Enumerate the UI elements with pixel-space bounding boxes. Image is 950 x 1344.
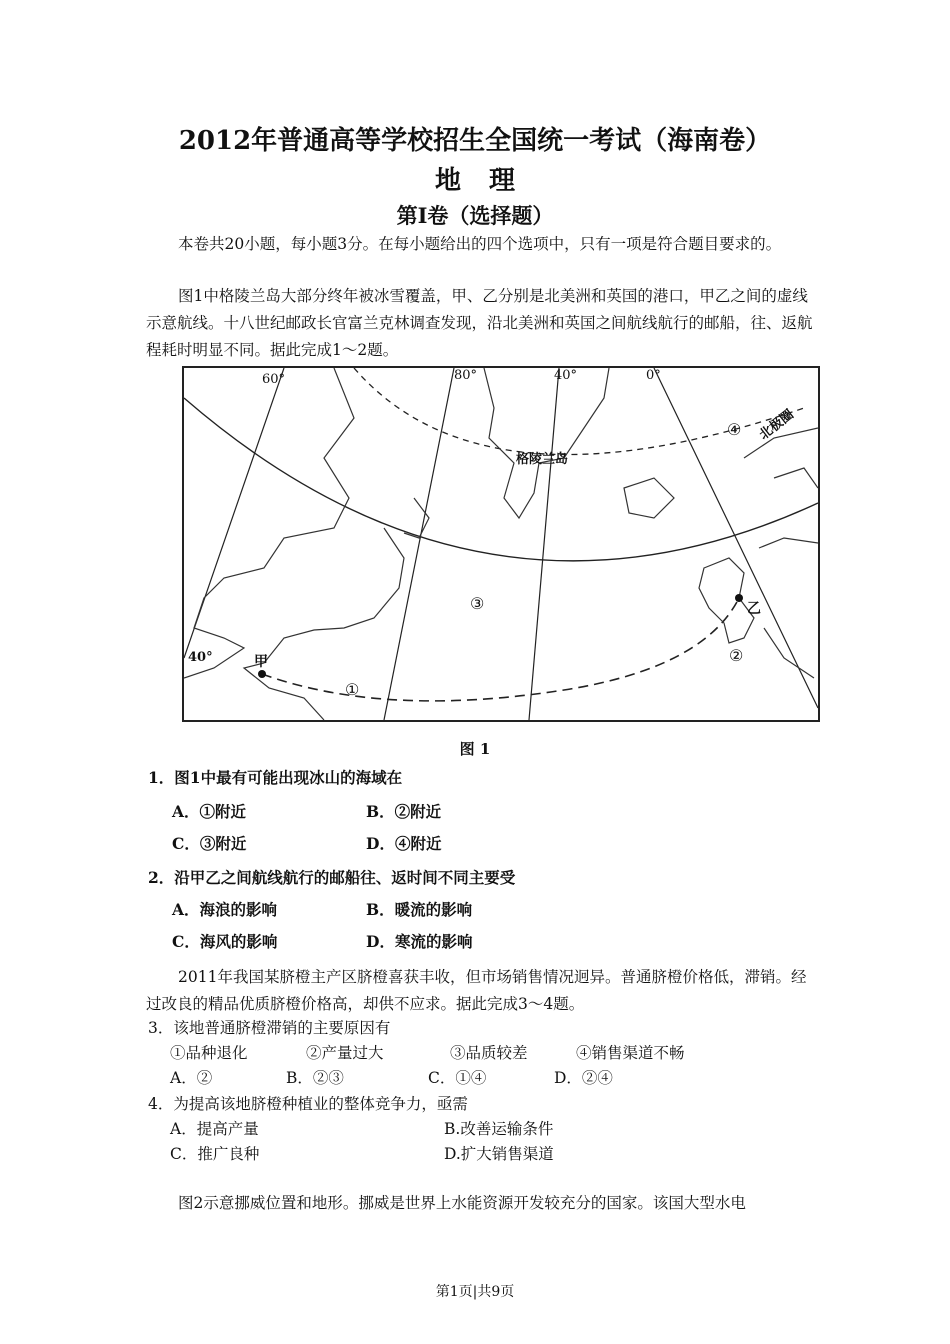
q3-option-d: D．②④	[554, 1069, 613, 1087]
figure1-map	[182, 366, 820, 722]
q3-choice-3: ③品质较差	[450, 1044, 528, 1062]
arctic-circle-label: 北极圈	[756, 407, 797, 443]
figure1-intro-paragraph: 图1中格陵兰岛大部分终年被冰雪覆盖，甲、乙分别是北美洲和英国的港口，甲乙之间的虚线示意航线。十八世纪邮政长官富兰克林调查发现，沿北美洲和英国之间航线航行的邮船，往、返航程耗时明显不同。据此完成1～2题。	[146, 287, 813, 359]
q1-option-a: A．①附近	[172, 802, 247, 821]
port-a-label: 甲	[254, 654, 268, 670]
lat40-label: 40°	[188, 650, 213, 665]
figure1-caption: 图 1	[459, 740, 491, 758]
q1-option-d: D．④附近	[366, 834, 442, 853]
q1-option-b: B．②附近	[366, 802, 442, 821]
q3-stem: 3．该地普通脐橙滞销的主要原因有	[148, 1019, 391, 1037]
marker-2: ②	[729, 646, 744, 665]
section-title: 第Ⅰ卷（选择题）	[396, 203, 554, 228]
q3-choice-1: ①品种退化	[170, 1044, 248, 1062]
greenland-label: 格陵兰岛	[516, 452, 569, 467]
q4-stem: 4．为提高该地脐橙种植业的整体竞争力，亟需	[148, 1095, 468, 1113]
q2-option-b: B．暖流的影响	[366, 900, 473, 919]
q3-choice-2: ②产量过大	[306, 1044, 384, 1062]
q4-option-d: D.扩大销售渠道	[444, 1145, 554, 1163]
q4-option-b: B.改善运输条件	[444, 1120, 554, 1138]
q2-option-c: C．海风的影响	[172, 932, 278, 951]
q2-option-d: D．寒流的影响	[366, 932, 473, 951]
q4-option-a: A．提高产量	[170, 1120, 259, 1138]
lon80-label: 80°	[454, 368, 478, 383]
passage-3: 图2示意挪威位置和地形。挪威是世界上水能资源开发较充分的国家。该国大型水电	[178, 1194, 746, 1212]
q3-option-a: A．②	[170, 1069, 213, 1087]
page-title: 2012年普通高等学校招生全国统一考试（海南卷）	[178, 126, 772, 156]
port-b-label: 乙	[747, 601, 761, 617]
marker-4: ④	[727, 420, 742, 439]
q1-stem: 1．图1中最有可能出现冰山的海域在	[148, 768, 403, 787]
lon60-label: 60°	[262, 372, 286, 387]
q3-option-c: C．①④	[428, 1069, 487, 1087]
lon0-label: 0°	[646, 368, 661, 383]
subject-title: 地理	[434, 166, 543, 196]
q3-choice-4: ④销售渠道不畅	[576, 1044, 685, 1062]
lon40-label: 40°	[554, 368, 578, 383]
marker-3: ③	[470, 594, 485, 613]
instructions-paragraph: 本卷共20小题，每小题3分。在每小题给出的四个选项中，只有一项是符合题目要求的。	[178, 235, 782, 253]
q4-option-c: C．推广良种	[170, 1145, 260, 1163]
q1-option-c: C．③附近	[172, 834, 247, 853]
passage-2: 2011年我国某脐橙主产区脐橙喜获丰收，但市场销售情况迥异。普通脐橙价格低，滞销。经过改良的精品优质脐橙价格高，却供不应求。据此完成3～4题。	[146, 968, 807, 1013]
q2-stem: 2．沿甲乙之间航线航行的邮船往、返时间不同主要受	[148, 868, 516, 887]
marker-1: ①	[345, 680, 360, 699]
q2-option-a: A．海浪的影响	[172, 900, 278, 919]
page-footer: 第1页|共9页	[435, 1284, 515, 1300]
q3-option-b: B．②③	[286, 1069, 344, 1087]
